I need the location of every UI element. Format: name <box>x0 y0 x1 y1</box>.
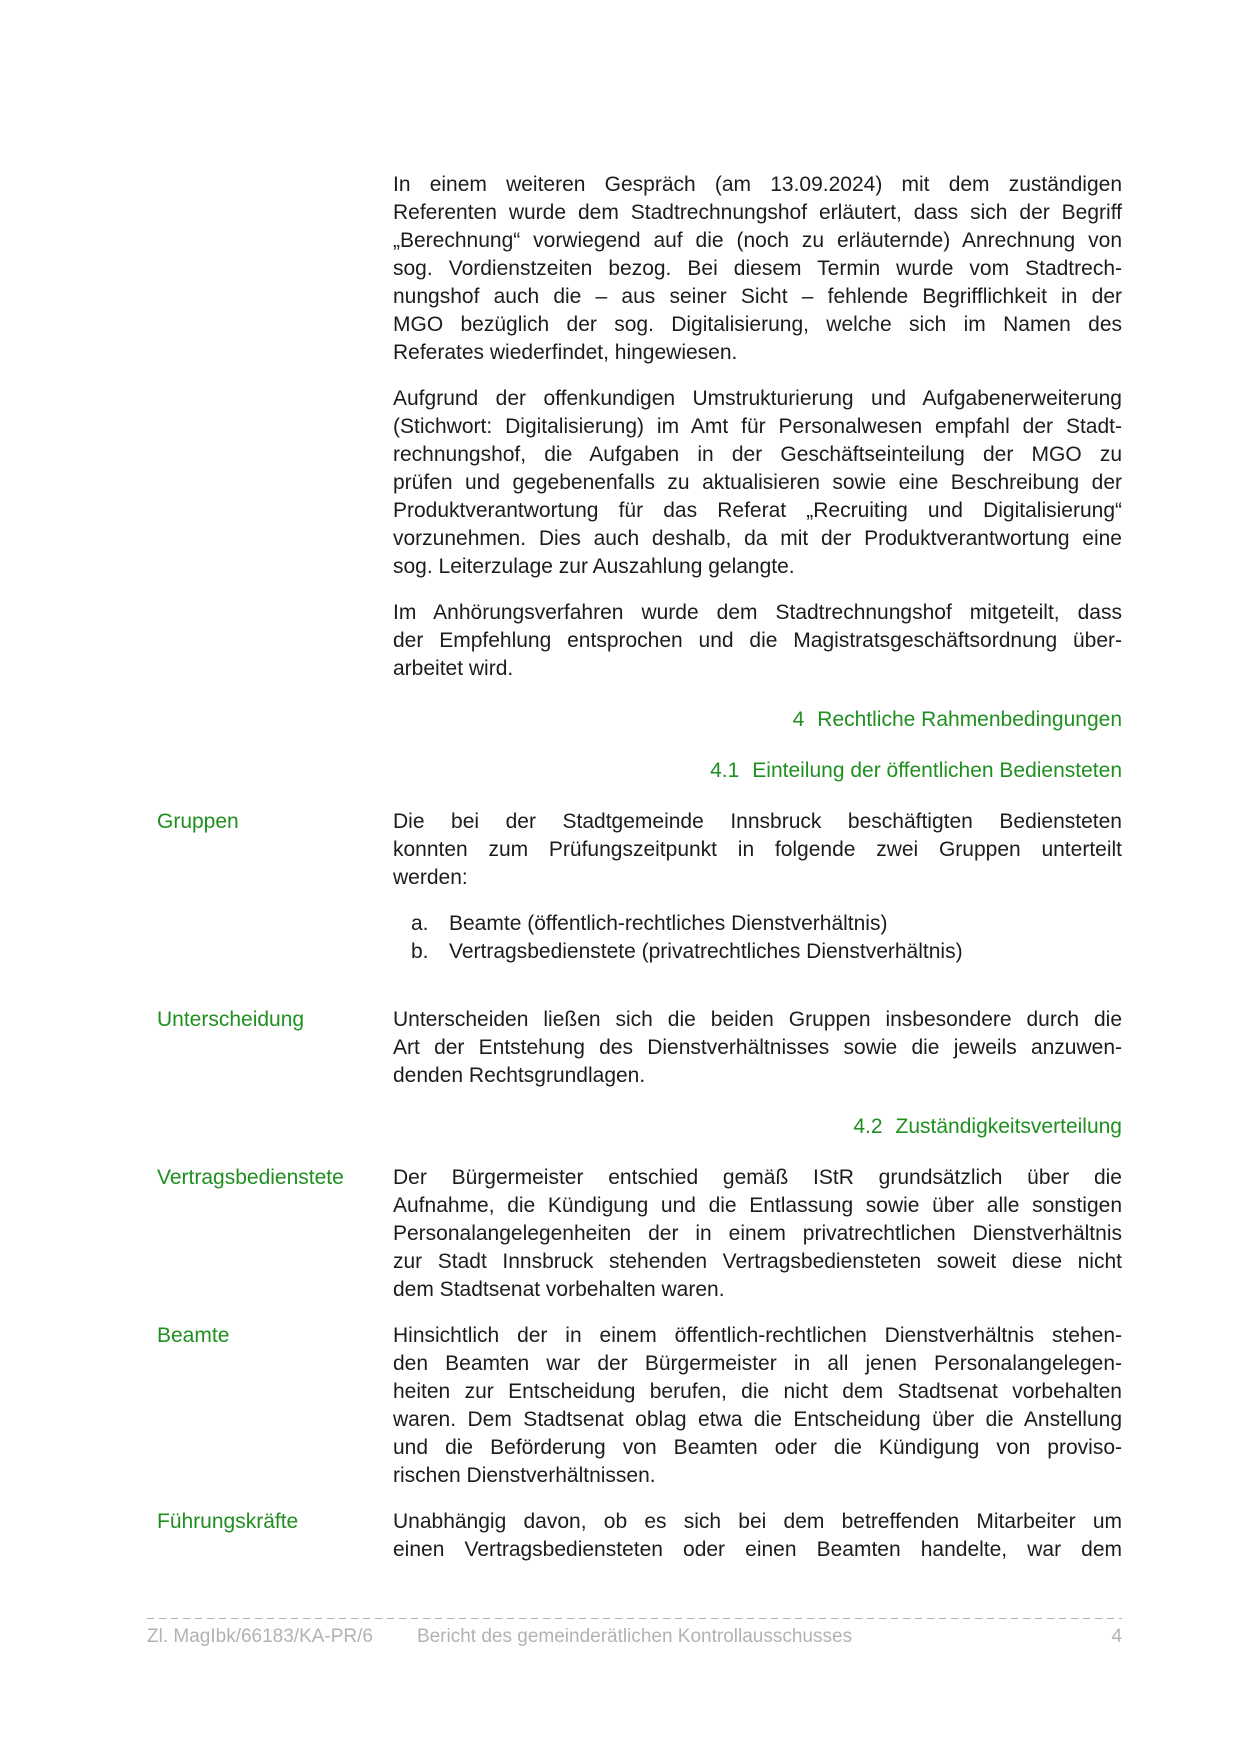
text-line: Produktverantwortung für das Referat „Recruiting und Digitalisierung“ <box>393 499 1122 522</box>
text-line: Unabhängig davon, ob es sich bei dem betreffenden Mitarbeiter um <box>393 1510 1122 1533</box>
paragraph-row <box>157 1322 1122 1490</box>
margin-label <box>157 171 393 367</box>
heading-row <box>157 757 1122 785</box>
paragraph-beamte <box>393 1322 1122 1490</box>
text-line: Der Bürgermeister entschied gemäß IStR grundsätzlich über die <box>393 1166 1122 1189</box>
footer-reference: Zl. MagIbk/66183/KA-PR/6 <box>147 1626 373 1647</box>
margin-label-gruppen: Gruppen <box>157 810 239 833</box>
heading-text: Zuständigkeitsverteilung <box>895 1115 1122 1138</box>
text-line: werden: <box>393 866 468 889</box>
paragraph-row <box>157 1164 1122 1304</box>
list-item-marker: a. <box>411 912 429 935</box>
paragraph-row <box>157 808 1122 892</box>
text-line: der Empfehlung entsprochen und die Magistratsgeschäftsordnung über- <box>393 629 1122 652</box>
text-line: vorzunehmen. Dies auch deshalb, da mit der Produktverantwortung eine <box>393 527 1122 550</box>
text-line: In einem weiteren Gespräch (am 13.09.2024) mit dem zuständigen <box>393 173 1122 196</box>
section-heading-4-2 <box>393 1113 1122 1141</box>
footer-title: Bericht des gemeinderätlichen Kontrollausschusses <box>416 1626 853 1647</box>
margin-label-vertragsbedienstete: Vertragsbedienstete <box>157 1166 344 1189</box>
text-line: (Stichwort: Digitalisierung) im Amt für Personalwesen empfahl der Stadt- <box>393 415 1122 438</box>
paragraph-gruppen <box>393 808 1122 892</box>
text-line: „Berechnung“ vorwiegend auf die (noch zu erläuternde) Anrechnung von <box>393 229 1122 252</box>
heading-text: Rechtliche Rahmenbedingungen <box>817 708 1122 731</box>
list-item <box>393 910 1122 938</box>
text-line: Art der Entstehung des Dienstverhältnisses sowie die jeweils anzuwen- <box>393 1036 1122 1059</box>
footer-page-number: 4 <box>1111 1626 1123 1647</box>
text-line: Referates wiederfindet, hingewiesen. <box>393 341 738 364</box>
text-line: rischen Dienstverhältnissen. <box>393 1464 656 1487</box>
text-line: prüfen und gegebenenfalls zu aktualisieren sowie eine Beschreibung der <box>393 471 1122 494</box>
paragraph-row <box>157 599 1122 683</box>
text-line: Die bei der Stadtgemeinde Innsbruck beschäftigten Bediensteten <box>393 810 1122 833</box>
text-line: nungshof auch die – aus seiner Sicht – fehlende Begrifflichkeit in der <box>393 285 1122 308</box>
text-line: rechnungshof, die Aufgaben in der Geschäftseinteilung der MGO zu <box>393 443 1122 466</box>
list-item-text: Vertragsbedienstete (privatrechtliches Dienstverhältnis) <box>449 940 963 963</box>
margin-label <box>157 599 393 683</box>
text-line: Personalangelegenheiten der in einem privatrechtlichen Dienstverhältnis <box>393 1222 1122 1245</box>
paragraph-vertragsbedienstete <box>393 1164 1122 1304</box>
footer-text-line <box>147 1619 1122 1649</box>
page-footer <box>147 1618 1122 1649</box>
text-line: einen Vertragsbediensteten oder einen Beamten handelte, war dem <box>393 1538 1122 1561</box>
section-heading-4-1 <box>393 757 1122 785</box>
text-line: denden Rechtsgrundlagen. <box>393 1064 646 1087</box>
heading-text: Einteilung der öffentlichen Bediensteten <box>752 759 1122 782</box>
section-heading-4 <box>393 706 1122 734</box>
text-line: heiten zur Entscheidung berufen, die nicht dem Stadtsenat vorbehalten <box>393 1380 1122 1403</box>
paragraph-row <box>157 171 1122 367</box>
paragraph-fuehrungskraefte <box>393 1508 1122 1564</box>
paragraph-intro-3 <box>393 599 1122 683</box>
text-line: arbeitet wird. <box>393 657 514 680</box>
text-line: Im Anhörungsverfahren wurde dem Stadtrechnungshof mitgeteilt, dass <box>393 601 1122 624</box>
list-item-text: Beamte (öffentlich-rechtliches Dienstverhältnis) <box>449 912 888 935</box>
paragraph-intro-2 <box>393 385 1122 581</box>
list-item <box>393 938 1122 966</box>
ordered-list <box>393 910 1122 966</box>
margin-label-beamte: Beamte <box>157 1324 230 1347</box>
text-line: dem Stadtsenat vorbehalten waren. <box>393 1278 725 1301</box>
text-line: Referenten wurde dem Stadtrechnungshof erläutert, dass sich der Begriff <box>393 201 1122 224</box>
margin-label <box>157 910 393 966</box>
text-line: den Beamten war der Bürgermeister in all jenen Personalangelegen- <box>393 1352 1122 1375</box>
heading-number: 4.2 <box>853 1115 883 1138</box>
heading-number: 4 <box>792 708 805 731</box>
text-line: waren. Dem Stadtsenat oblag etwa die Entscheidung über die Anstellung <box>393 1408 1122 1431</box>
text-line: Aufgrund der offenkundigen Umstrukturierung und Aufgabenerweiterung <box>393 387 1122 410</box>
heading-number: 4.1 <box>710 759 740 782</box>
text-line: zur Stadt Innsbruck stehenden Vertragsbediensteten soweit diese nicht <box>393 1250 1122 1273</box>
paragraph-intro-1 <box>393 171 1122 367</box>
text-line: konnten zum Prüfungszeitpunkt in folgende zwei Gruppen unterteilt <box>393 838 1122 861</box>
paragraph-row <box>157 385 1122 581</box>
paragraph-row <box>157 1006 1122 1090</box>
paragraph-unterscheidung <box>393 1006 1122 1090</box>
text-line: Unterscheiden ließen sich die beiden Gruppen insbesondere durch die <box>393 1008 1122 1031</box>
paragraph-row <box>157 1508 1122 1564</box>
list-item-marker: b. <box>411 940 429 963</box>
heading-row <box>157 706 1122 734</box>
text-line: MGO bezüglich der sog. Digitalisierung, welche sich im Namen des <box>393 313 1122 336</box>
list-row <box>157 910 1122 966</box>
text-line: sog. Vordienstzeiten bezog. Bei diesem Termin wurde vom Stadtrech- <box>393 257 1122 280</box>
margin-label-unterscheidung: Unterscheidung <box>157 1008 305 1031</box>
text-line: und die Beförderung von Beamten oder die Kündigung von proviso- <box>393 1436 1122 1459</box>
text-line: Aufnahme, die Kündigung und die Entlassung sowie über alle sonstigen <box>393 1194 1122 1217</box>
document-body <box>157 171 1122 1582</box>
text-line: sog. Leiterzulage zur Auszahlung gelangte. <box>393 555 795 578</box>
heading-row <box>157 1113 1122 1141</box>
margin-label-fuehrungskraefte: Führungskräfte <box>157 1510 299 1533</box>
margin-label <box>157 385 393 581</box>
text-line: Hinsichtlich der in einem öffentlich-rechtlichen Dienstverhältnis stehen- <box>393 1324 1122 1347</box>
